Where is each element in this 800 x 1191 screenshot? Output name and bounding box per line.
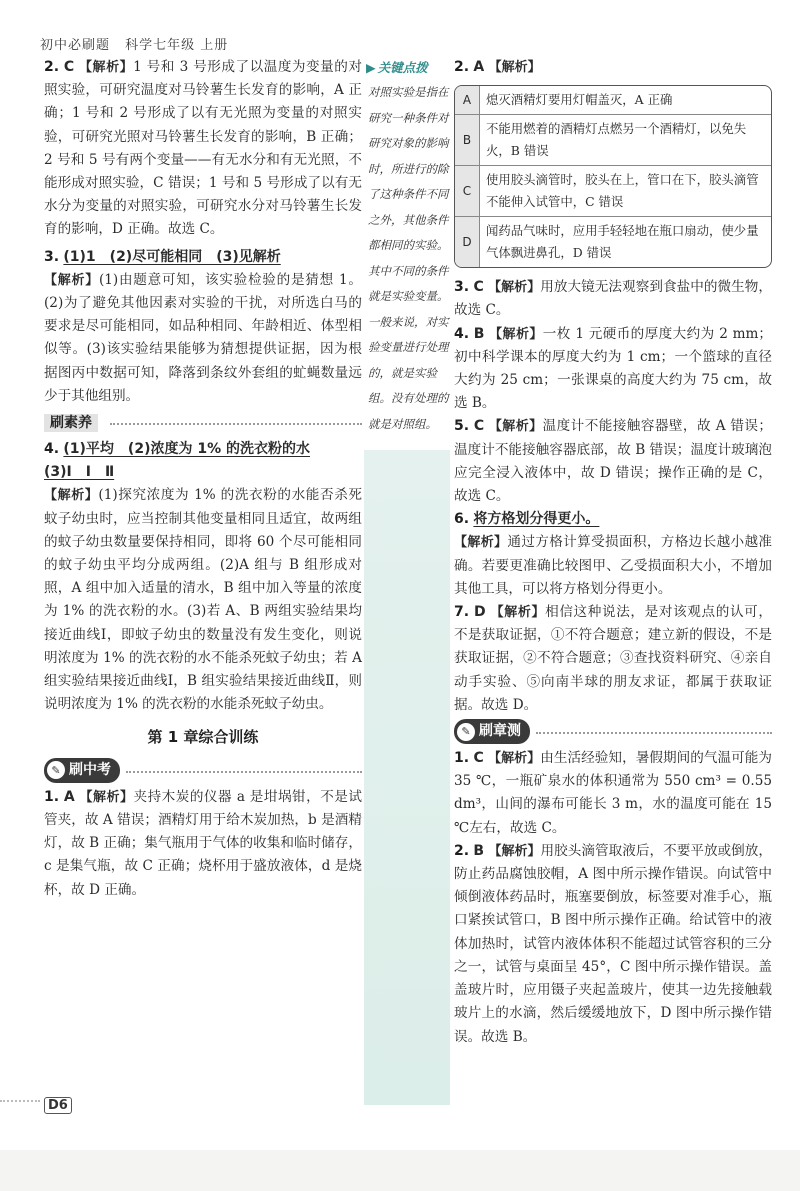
- table-row: [455, 165, 771, 216]
- brush-icon: ✎: [47, 761, 65, 779]
- analysis-text: 用胶头滴管取液后，不要平放或倒放，防止药品腐蚀胶帽，A 图中所示操作错误。向试管中倾倒液体药品时，瓶塞要倒放，标签要对准手心，瓶口紧挨试管口，B 图中所示操作正确。给试管中的液体加热时，试管内液体体积不能超过试管容积的三分之一，试管与桌面呈 45°，C 图中所示操作错误。盖盖玻片时，应用镊子夹起盖玻片，使其一边先接触载玻片上的水滴，然后缓缓地放下，D 图中所示操作错误。故选 B。: [454, 842, 773, 1045]
- analysis-text: 一枚 1 元硬币的厚度大约为 2 mm；初中科学课本的厚度大约为 1 cm；一个篮球的直径大约为 25 cm；一张课桌的高度大约为 75 cm，故选 B。: [454, 325, 772, 412]
- question-number: 7.: [454, 604, 470, 621]
- answer-letter: D: [474, 604, 486, 621]
- answer-letter: A: [473, 59, 485, 75]
- option-key: C: [455, 166, 480, 216]
- section-badge: [454, 719, 530, 744]
- answer-block: [44, 269, 362, 408]
- analysis-tag: 【解析】: [488, 843, 541, 859]
- dotted-rule: [0, 1100, 40, 1102]
- question-number: 1.: [44, 788, 60, 805]
- answer-text: (1)1 (2)尽可能相同 (3)见解析: [63, 248, 281, 265]
- answer-block: [454, 601, 772, 717]
- analysis-tag: 【解析】: [489, 326, 543, 342]
- key-point-title: [366, 58, 450, 76]
- page-edge: [0, 1150, 800, 1191]
- answer-block: [44, 461, 362, 484]
- answer-block: [454, 531, 772, 601]
- answer-block: [454, 747, 772, 840]
- answer-text: (1)平均 (2)浓度为 1% 的洗衣粉的水: [63, 441, 310, 458]
- question-number: 5.: [454, 418, 470, 435]
- analysis-tag: 【解析】: [44, 272, 99, 288]
- analysis-tag: 【解析】: [44, 488, 99, 504]
- section-badge: [44, 758, 120, 783]
- analysis-text: (1)由题意可知，该实验检验的是猜想 1。(2)为了避免其他因素对实验的干扰，对所选白马的要求是尽可能相同，如品种相同、年龄相近、体型相似等。(3)该实验结果能够为猜想提供证据，因为根据图丙中数据可知，降落到条纹外套组的虻蝇数量远少于其他组别。: [44, 271, 362, 404]
- chapter-title: 第 1 章综合训练: [147, 728, 259, 747]
- question-number: 4.: [44, 441, 60, 458]
- section-divider: [44, 758, 362, 784]
- option-text: 不能用燃着的酒精灯点燃另一个酒精灯，以免失火，B 错误: [486, 121, 747, 159]
- question-number: 1.: [454, 750, 470, 767]
- option-key: D: [455, 217, 480, 267]
- page-header: [40, 34, 238, 53]
- analysis-text: 通过方格计算受损面积，方格边长越小越准确。若要更准确比较图甲、乙受损面积大小，不增加其他工具，可以将方格划分得更小。: [454, 534, 772, 597]
- book-title: 初中必刷题: [40, 38, 111, 53]
- section-divider: [44, 412, 362, 434]
- analysis-tag: 【解析】: [488, 751, 541, 767]
- question-number: 2.: [44, 59, 60, 75]
- option-text: 使用胶头滴管时，胶头在上，管口在下，胶头滴管不能伸入试管中，C 错误: [486, 172, 759, 210]
- page-number: D6: [44, 1097, 72, 1114]
- answer-block: [44, 438, 362, 461]
- analysis-text: (1)探究浓度为 1% 的洗衣粉的水能否杀死蚊子幼虫时，应当控制其他变量相同且适宜，故两组的蚊子幼虫数量要保持相同，即将 60 个尽可能相同的蚊子幼虫平均分成两组。(2)A 组与 B 组形成对照，A 组中加入适量的清水，B 组中加入等量的浓度为 1% 的洗衣粉的水。(3)若 A、B 两组实验结果均接近曲线Ⅰ，即蚊子幼虫的数量没有发生变化，则说明浓度为 1% 的洗衣粉的水不能杀死蚊子幼虫；若 A 组实验结果接近曲线Ⅰ，B 组实验结果接近曲线Ⅱ，则说明浓度为 1% 的洗衣粉的水能杀死蚊子幼虫。: [44, 487, 362, 713]
- option-text: 熄灭酒精灯要用灯帽盖灭，A 正确: [486, 92, 673, 108]
- side-panel: [364, 450, 450, 1105]
- answer-letter: B: [473, 842, 485, 859]
- table-row: [455, 216, 771, 267]
- analysis-tag: 【解析】: [79, 60, 134, 75]
- answer-text: 将方格划分得更小。: [473, 511, 600, 528]
- answer-block: [44, 786, 362, 902]
- answer-block: [454, 323, 772, 416]
- analysis-tag: 【解析】: [488, 60, 541, 75]
- question-number: 2.: [454, 842, 470, 859]
- key-point-title-text: 关键点拨: [377, 60, 428, 75]
- analysis-tag: 【解析】: [490, 605, 546, 621]
- badge-label: 刷中考: [69, 761, 111, 778]
- analysis-text: 由生活经验知，暑假期间的气温可能为 35 ℃，一瓶矿泉水的体积通常为 550 cm³ = 0.55 dm³，山间的瀑布可能长 3 m，水的温度可能在 15 ℃左右，故选 C。: [454, 750, 773, 836]
- answer-letter: A: [63, 788, 75, 805]
- answer-block: [454, 840, 772, 1049]
- answer-letter: C: [63, 59, 75, 75]
- analysis-text: 夹持木炭的仪器 a 是坩埚钳，不是试管夹，故 A 错误；酒精灯用于给木炭加热，b 是酒精灯，故 B 正确；集气瓶用于气体的收集和临时储存，c 是集气瓶，故 C 正确；烧杯用于盛放液体，d 是烧杯，故 D 正确。: [44, 788, 362, 898]
- analysis-text: 相信这种说法，是对该观点的认可，不是获取证据，①不符合题意；建立新的假设，不是获取证据，②不符合题意；③查找资料研究、④亲自动手实验、⑤向南半球的朋友求证，都属于获取证据。故选 D。: [454, 604, 772, 713]
- option-key: B: [455, 115, 480, 165]
- answer-letter: C: [473, 750, 484, 767]
- answer-block: [454, 415, 772, 508]
- option-key: A: [455, 86, 480, 114]
- arrow-icon: ▶: [366, 60, 376, 75]
- table-row: [455, 86, 771, 114]
- question-number: 2.: [454, 59, 470, 75]
- question-number: 3.: [454, 279, 470, 296]
- option-text: 闻药品气味时，应用手轻轻地在瓶口扇动，使少量气体飘进鼻孔，D 错误: [486, 223, 759, 261]
- analysis-text: 1 号和 3 号形成了以温度为变量的对照实验，可研究温度对马铃薯生长发育的影响，A 正确；1 号和 2 号形成了以有无光照为变量的对照实验，可研究光照对马铃薯生长发育的影响，B 正确；2 号和 5 号有两个变量——有无水分和有无光照，不能形成对照实验，C 错误；1 号和 5 号形成了以有无水分为变量的对照实验，可研究水分对马铃薯生长发育的影响，D 正确。故选 C。: [44, 59, 362, 238]
- dotted-rule: [126, 771, 362, 773]
- right-column: [454, 56, 772, 1049]
- analysis-tag: 【解析】: [488, 280, 541, 296]
- question-number: 4.: [454, 325, 470, 342]
- table-row: [455, 114, 771, 165]
- analysis-tag: 【解析】: [454, 535, 508, 551]
- answer-letter: C: [473, 418, 485, 435]
- question-number: 6.: [454, 511, 470, 528]
- badge-label: 刷章测: [479, 723, 521, 740]
- key-point-text: 对照实验是指在研究一种条件对研究对象的影响时，所进行的除了这种条件不同之外，其他条件都相同的实验。其中不同的条件就是实验变量。一般来说，对实验变量进行处理的，就是实验组。没有处理的就是对照组。: [368, 85, 449, 431]
- answer-block: [454, 56, 772, 79]
- answer-block: [44, 56, 362, 242]
- analysis-tag: 【解析】: [79, 789, 134, 805]
- answer-block: [44, 246, 362, 269]
- answer-letter: B: [473, 325, 485, 342]
- answer-text: (3)Ⅰ Ⅰ Ⅱ: [44, 464, 115, 481]
- section-divider: [454, 719, 772, 745]
- dotted-rule: [110, 423, 362, 425]
- section-label: 刷素养: [44, 414, 98, 432]
- answer-letter: C: [473, 279, 484, 296]
- brush-icon: ✎: [457, 723, 475, 741]
- answer-block: [44, 484, 362, 716]
- left-column: [44, 56, 362, 902]
- answer-block: [454, 276, 772, 322]
- question-number: 3.: [44, 248, 60, 265]
- options-table: [454, 85, 772, 268]
- analysis-text: 温度计不能接触容器壁，故 A 错误；温度计不能接触容器底部，故 B 错误；温度计玻璃泡应完全浸入液体中，故 D 错误；操作正确的是 C，故选 C。: [454, 418, 772, 505]
- dotted-rule: [536, 732, 772, 734]
- analysis-tag: 【解析】: [488, 419, 543, 435]
- key-point-note: [364, 56, 450, 444]
- analysis-text: 用放大镜无法观察到食盐中的微生物，故选 C。: [454, 279, 773, 319]
- answer-block: [454, 508, 772, 531]
- subject-title: 科学七年级 上册: [125, 38, 229, 53]
